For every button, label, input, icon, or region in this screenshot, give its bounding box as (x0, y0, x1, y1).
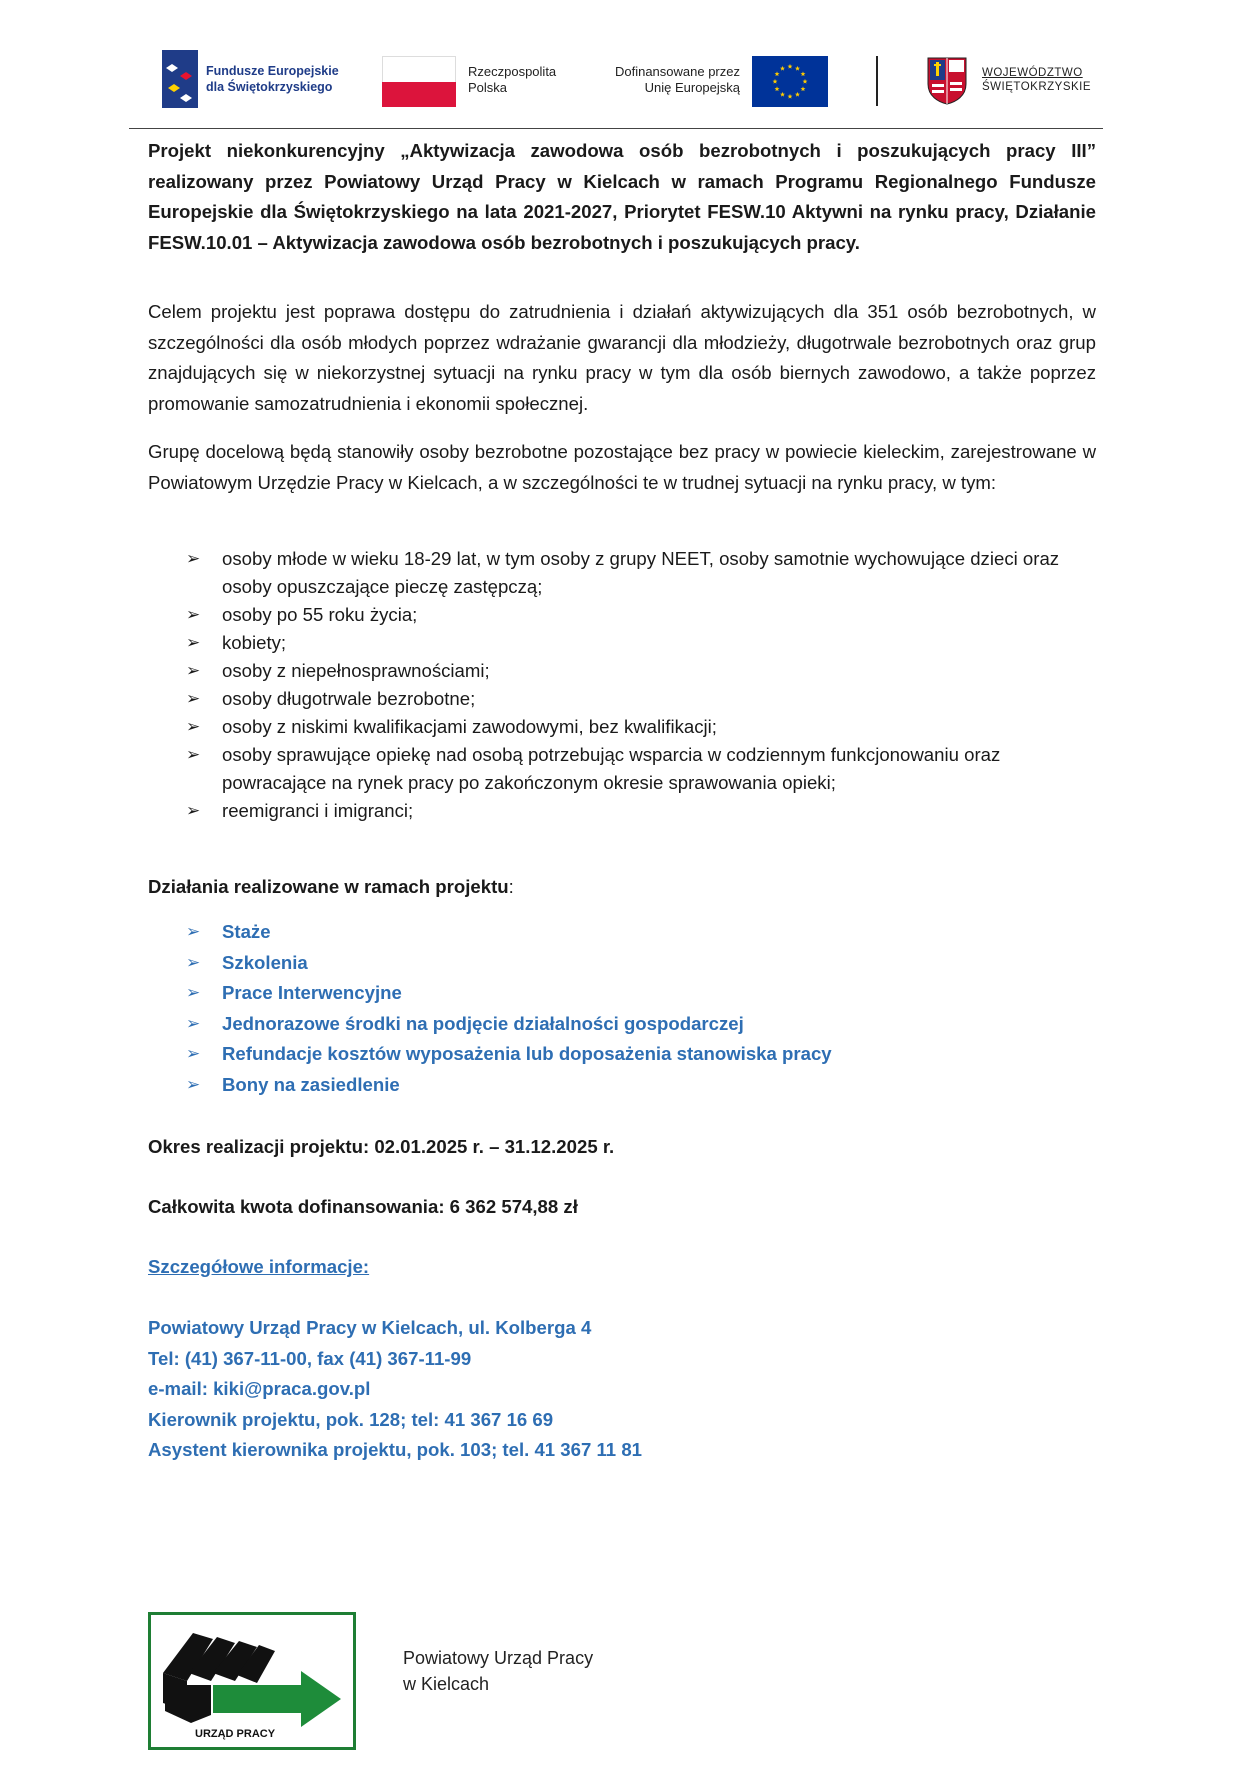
target-group-list (186, 545, 1096, 825)
arrow-bullet-icon: ➢ (186, 689, 201, 708)
details-heading[interactable]: Szczegółowe informacje: (148, 1256, 370, 1277)
list-item (186, 797, 1096, 825)
funding-amount: Całkowita kwota dofinansowania: 6 362 574,88 zł (148, 1196, 578, 1217)
arrow-bullet-icon: ➢ (186, 605, 201, 624)
action-text: Bony na zasiedlenie (222, 1073, 400, 1095)
arrow-bullet-icon: ➢ (186, 717, 201, 736)
list-item (186, 917, 1096, 948)
list-item (186, 713, 1096, 741)
fe-logo-line1: Fundusze Europejskie (206, 64, 339, 78)
contact-phone: Tel: (41) 367-11-00, fax (41) 367-11-99 (148, 1347, 472, 1369)
arrow-bullet-icon: ➢ (186, 952, 201, 972)
arrow-bullet-icon: ➢ (186, 801, 201, 820)
header-divider (876, 56, 878, 106)
woj-line2: ŚWIĘTOKRZYSKIE (982, 81, 1092, 93)
arrow-bullet-icon: ➢ (186, 1044, 201, 1063)
urzad-pracy-logo-text: URZĄD PRACY (195, 1728, 276, 1740)
eu-line1: Dofinansowane przez (614, 64, 740, 79)
rp-line2: Polska (468, 80, 508, 95)
action-text: Szkolenia (222, 951, 308, 973)
list-item (186, 657, 1096, 685)
project-period: Okres realizacji projektu: 02.01.2025 r. – 31.12.2025 r. (148, 1136, 615, 1157)
fe-logo-icon (160, 48, 200, 110)
list-item (186, 948, 1096, 979)
list-item-text: osoby z niepełnosprawnościami; (222, 660, 490, 681)
actions-list (186, 917, 1096, 1100)
arrow-bullet-icon: ➢ (186, 922, 201, 941)
list-item-text: osoby sprawujące opiekę nad osobą potrzebując wsparcia w codziennym funkcjonowaniu oraz powracające na rynek pracy po zakończonym okresie sprawowania opieki; (222, 744, 1001, 793)
list-item (186, 685, 1096, 713)
rp-label (468, 64, 556, 96)
arrow-bullet-icon: ➢ (186, 1013, 201, 1033)
actions-heading (148, 872, 1096, 903)
action-text: Refundacje kosztów wyposażenia lub doposażenia stanowiska pracy (222, 1043, 832, 1064)
list-item-text: osoby długotrwale bezrobotne; (222, 688, 476, 709)
action-text: Jednorazowe środki na podjęcie działalności gospodarczej (222, 1012, 744, 1034)
header-rule (129, 128, 1103, 129)
target-group: Grupę docelową będą stanowiły osoby bezrobotne pozostające bez pracy w powiecie kieleckim, zarejestrowane w Powiatowym Urzędzie Pracy w Kielcach, a w szczególności te w trudnej sytuacji na rynku pracy, w tym: (148, 441, 1096, 493)
poland-flag (382, 56, 456, 106)
arrow-bullet-icon: ➢ (186, 745, 201, 764)
woj-line1: WOJEWÓDZTWO (982, 67, 1083, 79)
arrow-bullet-icon: ➢ (186, 983, 201, 1002)
footer-office-name (403, 1645, 593, 1697)
actions-heading-colon: : (508, 876, 514, 897)
action-text: Staże (222, 921, 271, 942)
list-item-text: kobiety; (222, 632, 287, 653)
list-item (186, 1039, 1096, 1070)
list-item (186, 629, 1096, 657)
list-item-text: osoby po 55 roku życia; (222, 604, 418, 625)
action-text: Prace Interwencyjne (222, 982, 402, 1003)
rp-line1: Rzeczpospolita (468, 64, 557, 79)
actions-heading-text: Działania realizowane w ramach projektu (148, 876, 509, 897)
contact-assistant: Asystent kierownika projektu, pok. 103; tel. 41 367 11 81 (148, 1439, 642, 1460)
contact-address: Powiatowy Urząd Pracy w Kielcach, ul. Kolberga 4 (148, 1317, 592, 1338)
arrow-bullet-icon: ➢ (186, 633, 201, 652)
list-item (186, 741, 1096, 797)
arrow-bullet-icon: ➢ (186, 661, 201, 680)
contact-block (148, 1313, 642, 1466)
list-item (186, 978, 1096, 1009)
footer-name-line1: Powiatowy Urząd Pracy (403, 1648, 594, 1668)
list-item-text: osoby młode w wieku 18-29 lat, w tym osoby z grupy NEET, osoby samotnie wychowujące dzieci oraz osoby opuszczające pieczę zastępczą; (222, 548, 1060, 597)
project-goal: Celem projektu jest poprawa dostępu do zatrudnienia i działań aktywizujących dla 351 osób bezrobotnych, w szczególności dla osób młodych poprzez wdrażanie gwarancji dla młodzieży, długotrwale bezrobotnych oraz grup znajdujących się w niekorzystnej sytuacji na rynku pracy w tym dla osób biernych zawodowo, a także poprzez promowanie samozatrudnienia i ekonomii społecznej. (148, 301, 1096, 414)
woj-label (982, 66, 1091, 94)
contact-email[interactable]: e-mail: kiki@praca.gov.pl (148, 1378, 371, 1399)
project-intro: Projekt niekonkurencyjny „Aktywizacja zawodowa osób bezrobotnych i poszukujących pracy III” realizowany przez Powiatowy Urząd Pracy w Kielcach w ramach Programu Regionalnego Fundusze Europejskie dla Świętokrzyskiego na lata 2021-2027, Priorytet FESW.10 Aktywni na rynku pracy, Działanie FESW.10.01 – Aktywizacja zawodowa osób bezrobotnych i poszukujących pracy. (148, 140, 1096, 253)
fe-logo-line2: dla Świętokrzyskiego (206, 80, 333, 94)
list-item-text: reemigranci i imigranci; (222, 800, 414, 821)
arrow-bullet-icon: ➢ (186, 1074, 201, 1094)
fe-logo (160, 48, 360, 110)
list-item (186, 545, 1096, 601)
urzad-pracy-logo-icon (151, 1615, 353, 1747)
list-item-text: osoby z niskimi kwalifikacjami zawodowymi, bez kwalifikacji; (222, 716, 717, 737)
arrow-bullet-icon: ➢ (186, 549, 201, 568)
eu-label (600, 64, 740, 96)
list-item (186, 1070, 1096, 1101)
footer-name-line2: w Kielcach (403, 1674, 490, 1694)
eu-flag-icon (752, 56, 828, 107)
eu-line2: Unię Europejską (644, 80, 740, 95)
coat-of-arms-icon (926, 56, 968, 106)
urzad-pracy-logo (148, 1612, 356, 1750)
list-item (186, 601, 1096, 629)
list-item (186, 1009, 1096, 1040)
contact-manager: Kierownik projektu, pok. 128; tel: 41 367 16 69 (148, 1408, 554, 1430)
